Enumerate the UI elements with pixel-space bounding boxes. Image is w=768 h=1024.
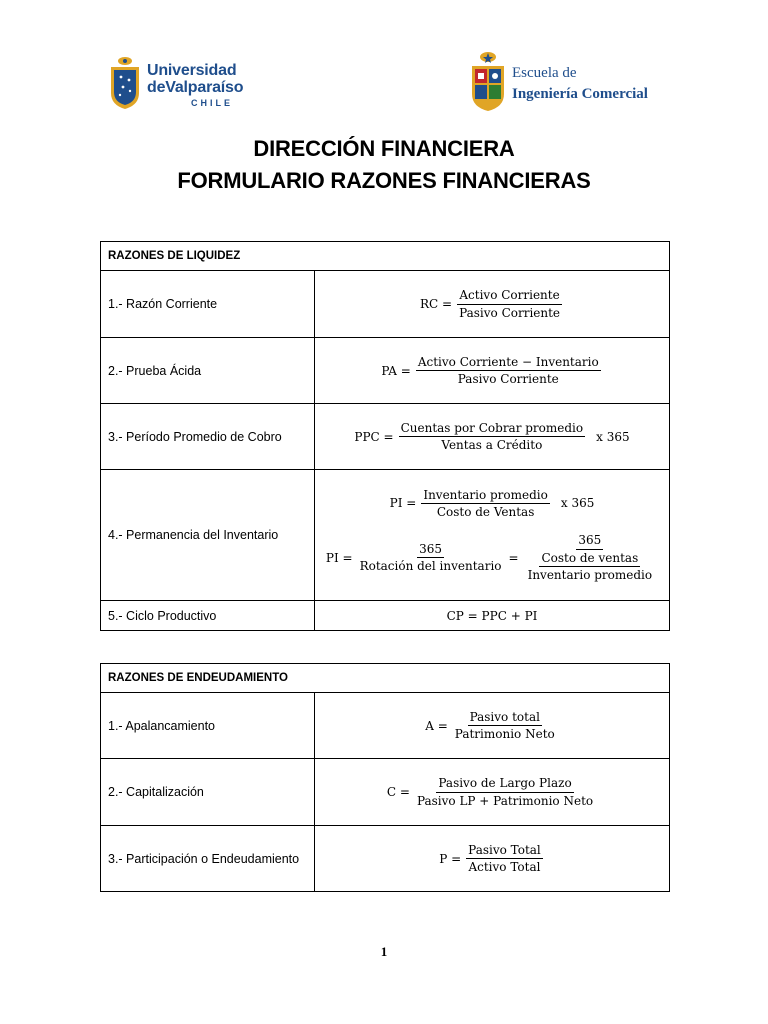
ratio-formula (315, 693, 670, 759)
formula-1 (390, 488, 595, 520)
table-row (101, 693, 670, 759)
multiplier: x 365 (560, 496, 595, 511)
ratio-name: 2.- Capitalización (101, 759, 315, 826)
numerator: Inventario promedio (421, 488, 550, 504)
inner-fraction (526, 551, 655, 583)
liquidity-table (100, 241, 670, 631)
numerator: 365 (417, 542, 444, 558)
table-row (101, 826, 670, 892)
inner-denominator: Inventario promedio (527, 568, 653, 583)
formula-lhs: PA = (381, 363, 411, 378)
liquidity-header-row (101, 242, 670, 271)
formula-lhs: C = (386, 785, 410, 799)
table-row (101, 404, 670, 470)
ratio-name: 2.- Prueba Ácida (101, 338, 315, 404)
ratio-name: 3.- Participación o Endeudamiento (101, 826, 315, 892)
page-number: 1 (380, 944, 388, 959)
numerator: Pasivo de Largo Plazo (436, 776, 573, 792)
table-row (101, 470, 670, 601)
ratio-formula (315, 338, 670, 404)
debt-table (100, 663, 670, 892)
table-row (101, 338, 670, 404)
title-line2: FORMULARIO RAZONES FINANCIERAS (177, 168, 591, 193)
ratio-formula (315, 404, 670, 470)
ratio-name: 3.- Período Promedio de Cobro (101, 404, 315, 470)
fraction (421, 488, 550, 520)
denominator: Rotación del inventario (359, 559, 502, 574)
numerator: Cuentas por Cobrar promedio (399, 421, 586, 437)
eic-logo-line2: Ingeniería Comercial (512, 86, 648, 102)
uv-logo-line1: Universidad (147, 62, 237, 79)
fraction (358, 542, 504, 574)
uv-shield-icon (109, 55, 141, 109)
denominator: Activo Total (468, 860, 541, 874)
uv-logo-line3: CHILE (191, 98, 233, 108)
denominator: Pasivo Corriente (457, 372, 559, 386)
fraction (399, 421, 586, 453)
numerator: Activo Corriente − Inventario (416, 355, 601, 371)
compound-fraction (524, 533, 657, 582)
denominator (524, 550, 657, 583)
ratio-name: 4.- Permanencia del Inventario (101, 470, 315, 601)
numerator: Activo Corriente (457, 288, 561, 304)
formula-lhs: P = (439, 851, 462, 866)
formula-lhs: PPC = (354, 429, 394, 444)
uv-logo-line2: deValparaíso (147, 79, 244, 96)
debt-header: RAZONES DE ENDEUDAMIENTO (101, 664, 670, 693)
formula-lhs: RC = (419, 297, 453, 311)
equals-sign: = (508, 550, 519, 565)
ratio-name: 1.- Razón Corriente (101, 271, 315, 338)
ratio-formula: CP = PPC + PI (315, 601, 670, 631)
fraction (466, 843, 543, 875)
eic-shield-icon (470, 50, 506, 112)
eic-logo (470, 50, 670, 114)
ratio-formula (315, 759, 670, 826)
formula-lhs: PI = (325, 550, 353, 565)
denominator: Ventas a Crédito (441, 438, 543, 452)
formula-lhs: A = (425, 718, 448, 733)
numerator: 365 (576, 533, 603, 549)
fraction (416, 355, 601, 387)
numerator: Pasivo Total (466, 843, 543, 859)
table-row (101, 601, 670, 631)
denominator: Pasivo Corriente (459, 305, 561, 320)
fraction (415, 776, 595, 808)
ratio-formula (315, 826, 670, 892)
ratio-formula (315, 271, 670, 338)
eic-logo-line1: Escuela de (512, 65, 577, 81)
ratio-name: 1.- Apalancamiento (101, 693, 315, 759)
numerator: Pasivo total (468, 710, 542, 726)
fraction (457, 288, 562, 320)
ratio-name: 5.- Ciclo Productivo (101, 601, 315, 631)
inner-numerator: Costo de ventas (539, 551, 640, 567)
liquidity-header: RAZONES DE LIQUIDEZ (101, 242, 670, 271)
uv-logo (109, 55, 249, 115)
title-line1: DIRECCIÓN FINANCIERA (253, 136, 515, 161)
table-row (101, 271, 670, 338)
ratio-formula (315, 470, 670, 601)
denominator: Pasivo LP + Patrimonio Neto (416, 793, 594, 808)
denominator: Patrimonio Neto (454, 727, 555, 741)
table-row (101, 759, 670, 826)
fraction (453, 710, 557, 742)
multiplier: x 365 (596, 429, 630, 444)
formula-2 (326, 533, 658, 582)
denominator: Costo de Ventas (436, 504, 535, 519)
formula-lhs: PI = (389, 496, 417, 511)
debt-header-row (101, 664, 670, 693)
